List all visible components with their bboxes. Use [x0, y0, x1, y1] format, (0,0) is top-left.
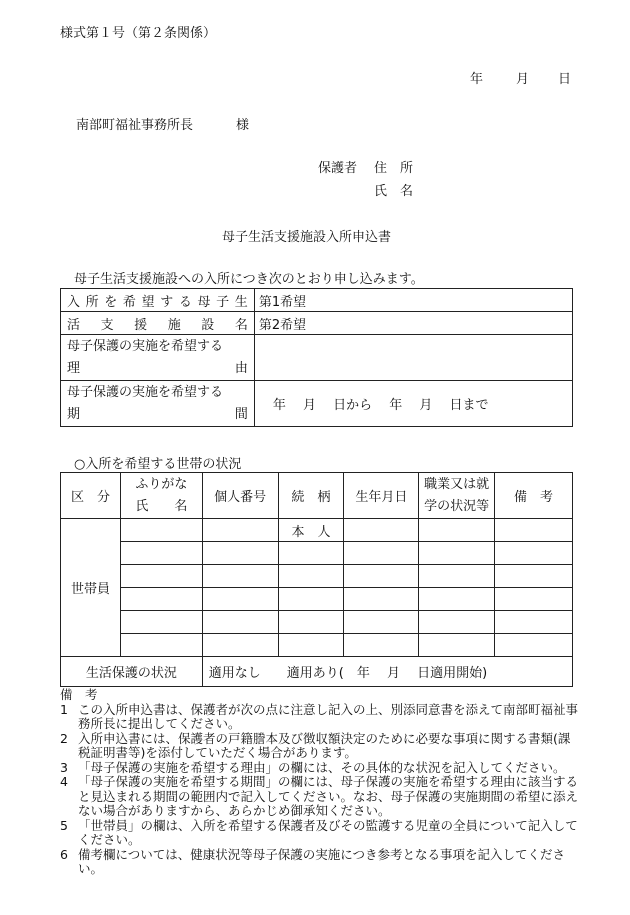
welfare-label: 生活保護の状況 — [61, 657, 203, 687]
header-name — [120, 473, 202, 519]
header-kojin: 個人番号 — [202, 473, 278, 519]
note-text: 備考欄については、健康状況等母子保護の実施につき参考となる事項を記入してください。 — [78, 846, 566, 876]
facility-choice-2[interactable] — [254, 312, 572, 335]
member-cell[interactable] — [495, 542, 573, 565]
member-cell[interactable] — [495, 519, 573, 542]
member-cell[interactable] — [495, 634, 573, 657]
member-cell[interactable] — [120, 542, 202, 565]
label-char: 由 — [234, 360, 248, 376]
guardian-label: 保護者 — [318, 161, 358, 176]
note-number: 3 — [60, 759, 68, 775]
relation-self: 本 人 — [278, 519, 344, 542]
label-char: 入 — [67, 294, 81, 310]
note-item — [60, 732, 580, 761]
member-cell[interactable] — [419, 519, 495, 542]
member-cell[interactable] — [278, 542, 344, 565]
note-item — [60, 761, 580, 776]
member-cell[interactable] — [419, 588, 495, 611]
member-cell[interactable] — [202, 588, 278, 611]
member-cell[interactable] — [344, 588, 419, 611]
facility-label-top — [61, 289, 255, 312]
facility-label-line1 — [61, 291, 254, 310]
member-cell[interactable] — [344, 519, 419, 542]
reason-input[interactable] — [254, 335, 572, 381]
label-char: 活 — [67, 317, 81, 333]
facility-label-bottom — [61, 312, 255, 335]
document-title: 母子生活支援施設入所申込書 — [222, 230, 392, 245]
note-item — [60, 775, 580, 819]
member-cell[interactable] — [202, 611, 278, 634]
address-label: 住 所 — [374, 161, 414, 176]
label-char: 期 — [67, 406, 81, 422]
label-char: す — [160, 294, 174, 310]
header-furigana: ふりがな — [135, 476, 188, 492]
reason-label-line2 — [67, 358, 248, 380]
facility-label-line2 — [61, 314, 254, 333]
member-cell[interactable] — [278, 634, 344, 657]
welfare-options: 適用なし 適用あり( 年 月 日適用開始) — [208, 666, 488, 681]
choice-2-label: 第2希望 — [258, 317, 307, 333]
member-cell[interactable] — [278, 611, 344, 634]
note-item — [60, 848, 580, 877]
member-cell[interactable] — [202, 634, 278, 657]
member-cell[interactable] — [344, 634, 419, 657]
member-cell[interactable] — [202, 542, 278, 565]
note-number: 2 — [60, 730, 68, 746]
header-job-line1: 職業又は就 — [424, 476, 490, 492]
facility-choice-1[interactable] — [254, 289, 572, 312]
member-cell[interactable] — [202, 519, 278, 542]
label-char: 理 — [67, 360, 81, 376]
label-char: 施 — [167, 317, 181, 333]
member-cell[interactable] — [344, 565, 419, 588]
household-table — [60, 472, 573, 687]
member-cell[interactable] — [419, 634, 495, 657]
header-shimei: 氏 名 — [135, 498, 188, 514]
period-label-line2 — [67, 404, 248, 426]
label-char: 希 — [122, 294, 136, 310]
member-cell[interactable] — [419, 565, 495, 588]
notes-list — [60, 703, 580, 877]
label-char: 援 — [134, 317, 148, 333]
header-job — [419, 473, 495, 519]
member-cell[interactable] — [495, 588, 573, 611]
label-char: 望 — [141, 294, 155, 310]
name-label: 氏 名 — [374, 184, 414, 199]
period-label-line1: 母子保護の実施を希望する — [67, 384, 224, 400]
label-char: を — [104, 294, 118, 310]
member-label: 世帯員 — [61, 519, 121, 657]
date-year: 年 — [470, 72, 484, 87]
note-item — [60, 819, 580, 848]
note-text: 「母子保護の実施を希望する理由」の欄には、その具体的な状況を記入してください。 — [78, 759, 566, 775]
label-char: 名 — [234, 317, 248, 333]
addressee-name: 南部町福祉事務所長 — [76, 118, 194, 133]
label-char: 子 — [216, 294, 230, 310]
member-cell[interactable] — [120, 588, 202, 611]
note-number: 6 — [60, 846, 68, 862]
member-cell[interactable] — [495, 611, 573, 634]
note-item — [60, 703, 580, 732]
period-label — [61, 381, 255, 427]
label-char: 設 — [201, 317, 215, 333]
date-day: 日 — [558, 72, 572, 87]
note-text: この入所申込書は、保護者が次の点に注意し記入の上、別添同意書を添えて南部町福祉事務所長に提出してください。 — [78, 701, 579, 731]
member-cell[interactable] — [344, 611, 419, 634]
note-text: 入所申込書には、保護者の戸籍謄本及び徴収額決定のために必要な事項に関する書類(課税証明書等)を添付していただく場合があります。 — [78, 730, 571, 760]
note-text: 「母子保護の実施を希望する期間」の欄には、母子保護の実施を希望する理由に該当すると見込まれる期間の範囲内で記入してください。なお、母子保護の実施期間の希望に添えない場合がありますから、あらかじめ御承知ください。 — [78, 774, 579, 818]
reason-label-line1: 母子保護の実施を希望する — [67, 338, 224, 354]
member-cell[interactable] — [278, 588, 344, 611]
member-cell[interactable] — [120, 634, 202, 657]
member-cell[interactable] — [344, 542, 419, 565]
note-number: 4 — [60, 774, 68, 789]
header-kubun: 区 分 — [61, 473, 121, 519]
note-number: 1 — [60, 701, 68, 717]
member-cell[interactable] — [202, 565, 278, 588]
label-char: 生 — [234, 294, 248, 310]
header-zokugara: 続 柄 — [278, 473, 344, 519]
facility-table — [60, 288, 573, 427]
label-char: 母 — [197, 294, 211, 310]
member-cell[interactable] — [120, 611, 202, 634]
period-value: 年 月 日から 年 月 日まで — [272, 398, 489, 413]
member-cell[interactable] — [120, 565, 202, 588]
member-cell[interactable] — [495, 565, 573, 588]
label-char: る — [178, 294, 192, 310]
member-cell[interactable] — [419, 542, 495, 565]
label-char: 支 — [100, 317, 114, 333]
notes-title: 備 考 — [60, 687, 98, 702]
addressee-honorific: 様 — [236, 118, 250, 133]
note-text: 「世帯員」の欄は、入所を希望する保護者及びその監護する児童の全員について記入してください。 — [78, 817, 578, 847]
form-number: 様式第１号（第２条関係） — [60, 26, 217, 41]
label-char: 間 — [234, 406, 248, 422]
member-cell[interactable] — [419, 611, 495, 634]
label-char: 所 — [85, 294, 99, 310]
member-cell[interactable] — [278, 565, 344, 588]
note-number: 5 — [60, 817, 68, 833]
header-birth: 生年月日 — [344, 473, 419, 519]
choice-1-label: 第1希望 — [258, 294, 307, 310]
header-biko: 備 考 — [495, 473, 573, 519]
household-heading: ○入所を希望する世帯の状況 — [74, 457, 242, 472]
welfare-value[interactable] — [202, 657, 572, 687]
member-cell[interactable] — [120, 519, 202, 542]
notes-section — [60, 688, 580, 877]
reason-label — [61, 335, 255, 381]
header-job-line2: 学の状況等 — [424, 498, 490, 514]
date-month: 月 — [516, 72, 530, 87]
intro-text: 母子生活支援施設への入所につき次のとおり申し込みます。 — [74, 272, 424, 287]
period-input[interactable] — [254, 381, 572, 427]
